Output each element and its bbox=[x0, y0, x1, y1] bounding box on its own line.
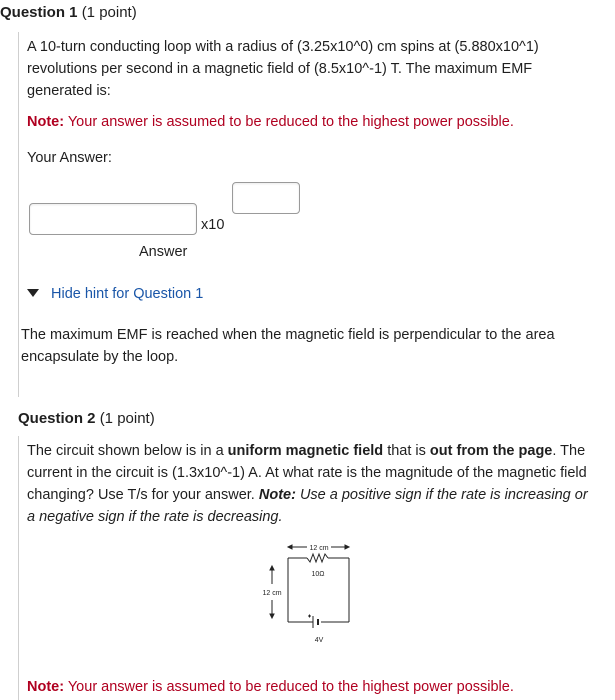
question-1-text: A 10-turn conducting loop with a radius of (3.25x10^0) cm spins at (5.880x10^1) revolutions per second in a magnetic field of (8.5x10^-1) T. The maximum EMF generated is: bbox=[27, 39, 539, 99]
note-label: Note: bbox=[27, 679, 65, 695]
answer-caption: Answer bbox=[139, 244, 188, 260]
hide-hint-toggle[interactable] bbox=[27, 286, 203, 302]
arrowhead-left-icon bbox=[288, 545, 292, 549]
question-2-title bbox=[18, 410, 155, 427]
q2-note-bold: Note: bbox=[258, 487, 296, 503]
triangle-down-icon bbox=[27, 289, 39, 297]
question-1-border bbox=[18, 32, 19, 397]
arrowhead-down-icon bbox=[270, 614, 274, 618]
x10-label: x10 bbox=[201, 217, 225, 233]
hint-toggle-label: Hide hint for Question 1 bbox=[51, 286, 204, 302]
arrowhead-right-icon bbox=[345, 545, 349, 549]
question-2-text bbox=[27, 440, 599, 528]
height-label: 12 cm bbox=[262, 590, 282, 597]
answer-input[interactable] bbox=[29, 203, 197, 235]
question-2-border bbox=[18, 436, 19, 700]
note-text: Your answer is assumed to be reduced to the highest power possible. bbox=[67, 114, 514, 130]
q2-text-bold: uniform magnetic field bbox=[227, 443, 384, 459]
resistor-zigzag bbox=[307, 554, 328, 562]
width-label: 12 cm bbox=[309, 545, 329, 552]
question-1-title bbox=[0, 4, 137, 21]
circuit-diagram bbox=[255, 536, 365, 646]
question-1-note bbox=[27, 111, 587, 133]
exponent-input[interactable] bbox=[232, 182, 300, 214]
q2-text-part: . The current in the circuit is (1.3x10^-1) A. At what rate is the magnitude of the magnetic field changing? Use T/s for your answer. bbox=[27, 443, 587, 503]
question-2-note bbox=[27, 676, 587, 698]
hint-text: The maximum EMF is reached when the magnetic field is perpendicular to the area encapsulate by the loop. bbox=[21, 327, 555, 365]
q2-text-part: that is bbox=[383, 443, 430, 459]
note-label: Note: bbox=[27, 114, 65, 130]
q2-text-part: The circuit shown below is in a bbox=[27, 443, 228, 459]
question-2-heading: Question 2 bbox=[18, 410, 96, 427]
question-2-points: (1 point) bbox=[99, 410, 155, 427]
q2-text-bold: out from the page bbox=[429, 443, 553, 459]
question-1-heading: Question 1 bbox=[0, 4, 78, 21]
resistor-label: 10Ω bbox=[311, 571, 325, 578]
your-answer-label: Your Answer: bbox=[27, 150, 112, 166]
question-1-points: (1 point) bbox=[81, 4, 137, 21]
arrowhead-up-icon bbox=[270, 566, 274, 570]
battery-label: 4V bbox=[314, 637, 324, 644]
q2-text-italic: Use a positive sign if the rate is increasing or a negative sign if the rate is decreasing. bbox=[27, 487, 588, 525]
note-text: Your answer is assumed to be reduced to the highest power possible. bbox=[67, 679, 514, 695]
